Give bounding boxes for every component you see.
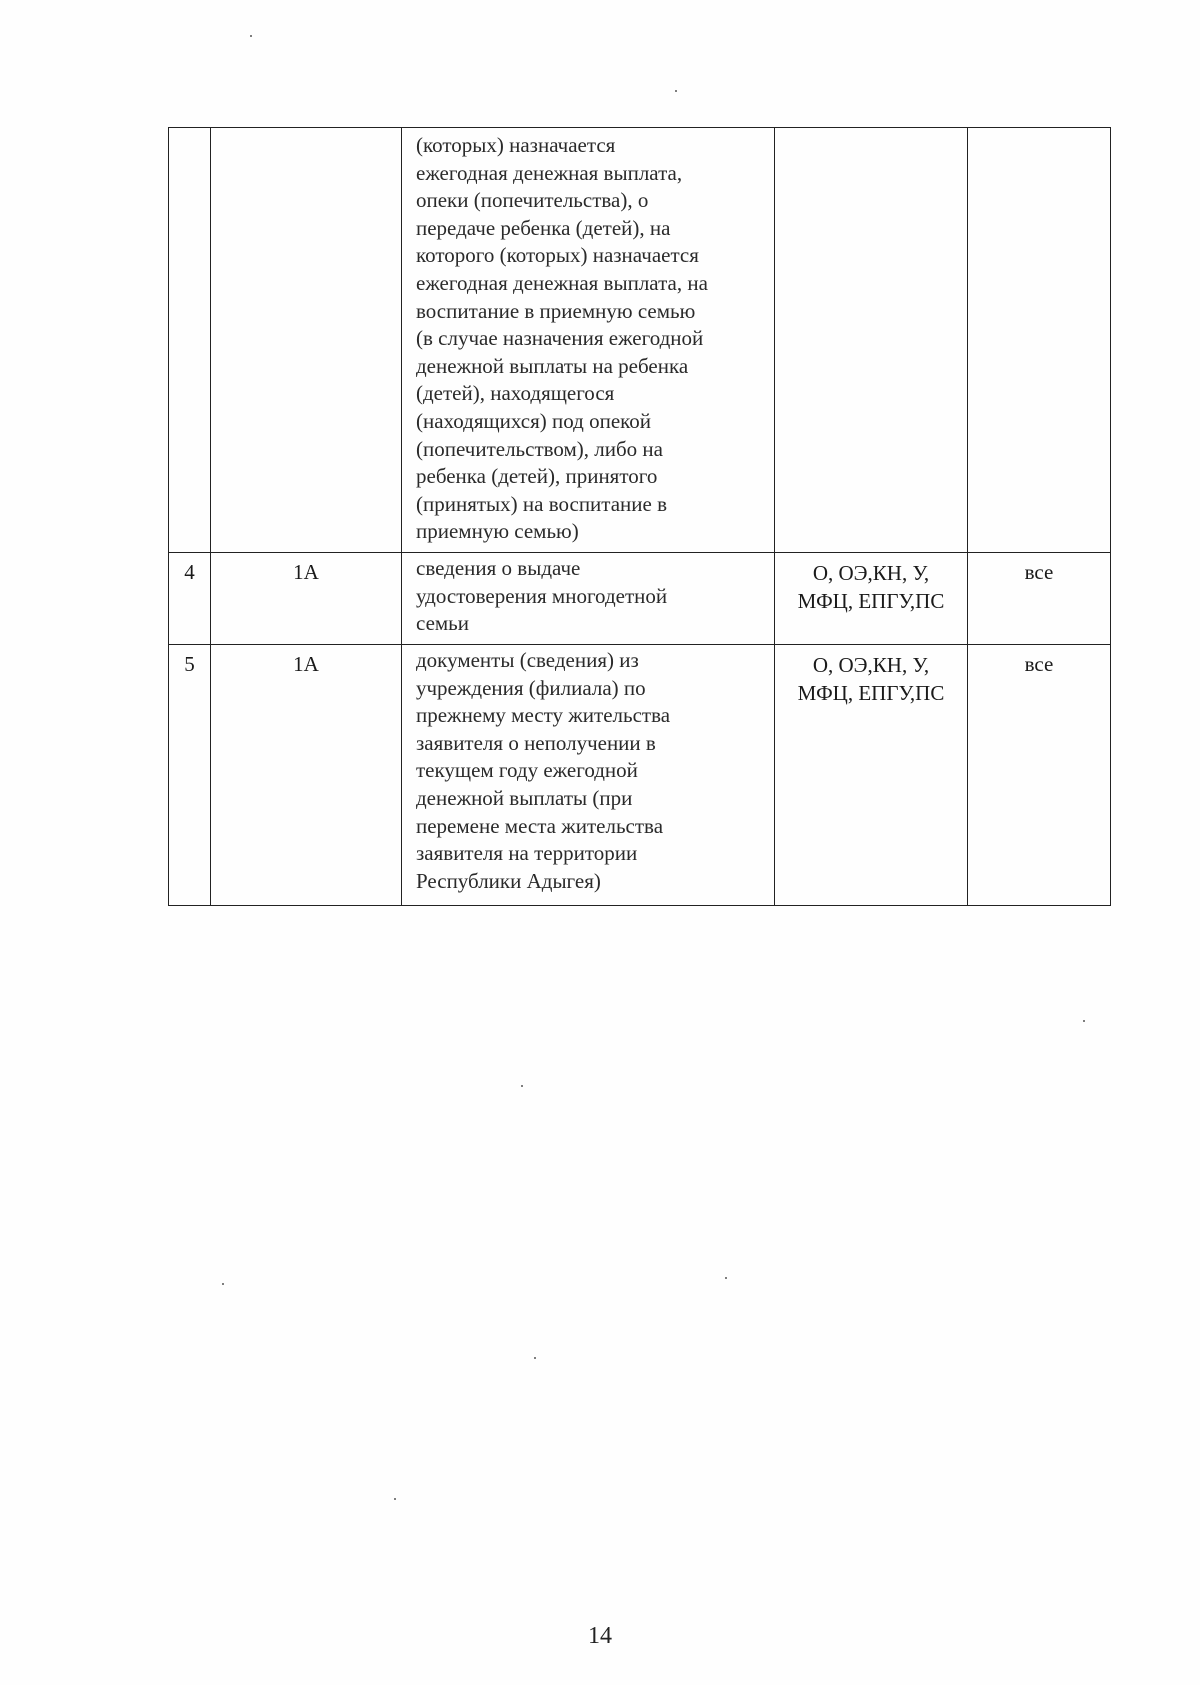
- description-line: опеки (попечительства), о: [416, 188, 649, 213]
- submission-line: МФЦ, ЕПГУ,ПС: [797, 681, 945, 705]
- description-line: (детей), находящегося: [416, 381, 615, 406]
- row-description-cell: [402, 553, 775, 645]
- description-line: (попечительством), либо на: [416, 436, 663, 461]
- description-line: (находящихся) под опекой: [416, 408, 652, 433]
- page-number: 14: [588, 1623, 612, 1649]
- description-line: заявителя о неполучении в: [416, 730, 656, 755]
- description-line: сведения о выдаче: [416, 556, 581, 580]
- description-line: заявителя на территории: [416, 841, 638, 866]
- description-line: Республики Адыгея): [416, 868, 601, 893]
- description-line: денежной выплаты (при: [416, 785, 633, 810]
- submission-line: О, ОЭ,КН, У,: [812, 561, 930, 585]
- description-line: приемную семью): [416, 519, 579, 544]
- row-code-cell: 1А: [211, 553, 402, 645]
- description-line: перемене места жительства: [416, 813, 664, 838]
- scan-speck: [394, 1498, 396, 1500]
- row-submission-cell: [775, 553, 968, 645]
- row-number-cell: 4: [169, 553, 211, 645]
- scan-speck: [222, 1283, 224, 1285]
- description-line: учреждения (филиала) по: [416, 675, 646, 700]
- row-description-cell: [402, 128, 775, 553]
- row-code-cell: 1А: [211, 645, 402, 906]
- description-line: которого (которых) назначается: [416, 243, 699, 268]
- row-number-cell: 5: [169, 645, 211, 906]
- row-code-cell: [211, 128, 402, 553]
- description-line: ребенка (детей), принятого: [416, 464, 658, 489]
- description-line: удостоверения многодетной: [416, 583, 668, 608]
- description-line: текущем году ежегодной: [416, 758, 638, 783]
- scan-speck: [250, 35, 252, 37]
- row-submission-cell: [775, 645, 968, 906]
- requirements-table: [168, 127, 1111, 906]
- table-row: [169, 645, 1111, 906]
- submission-line: МФЦ, ЕПГУ,ПС: [797, 589, 945, 613]
- scan-speck: [675, 90, 677, 92]
- table-row: [169, 128, 1111, 553]
- scan-speck: [521, 1085, 523, 1087]
- scan-speck: [1083, 1020, 1085, 1022]
- description-line: ежегодная денежная выплата,: [416, 160, 683, 185]
- description-line: ежегодная денежная выплата, на: [416, 270, 708, 295]
- row-submission-cell: [775, 128, 968, 553]
- row-description-cell: [402, 645, 775, 906]
- description-line: денежной выплаты на ребенка: [416, 353, 689, 378]
- description-line: (в случае назначения ежегодной: [416, 326, 704, 351]
- description-line: воспитание в приемную семью: [416, 298, 696, 323]
- description-line: (принятых) на воспитание в: [416, 491, 668, 516]
- description-line: передаче ребенка (детей), на: [416, 215, 671, 240]
- description-line: (которых) назначается: [416, 133, 616, 157]
- submission-line: О, ОЭ,КН, У,: [812, 653, 930, 677]
- description-line: документы (сведения) из: [416, 648, 639, 672]
- table-row: [169, 553, 1111, 645]
- row-applies-to-cell: все: [968, 553, 1111, 645]
- row-applies-to-cell: [968, 128, 1111, 553]
- row-number-cell: [169, 128, 211, 553]
- description-line: семьи: [416, 611, 470, 636]
- scan-speck: [534, 1357, 536, 1359]
- row-applies-to-cell: все: [968, 645, 1111, 906]
- description-line: прежнему месту жительства: [416, 703, 671, 728]
- scan-speck: [725, 1277, 727, 1279]
